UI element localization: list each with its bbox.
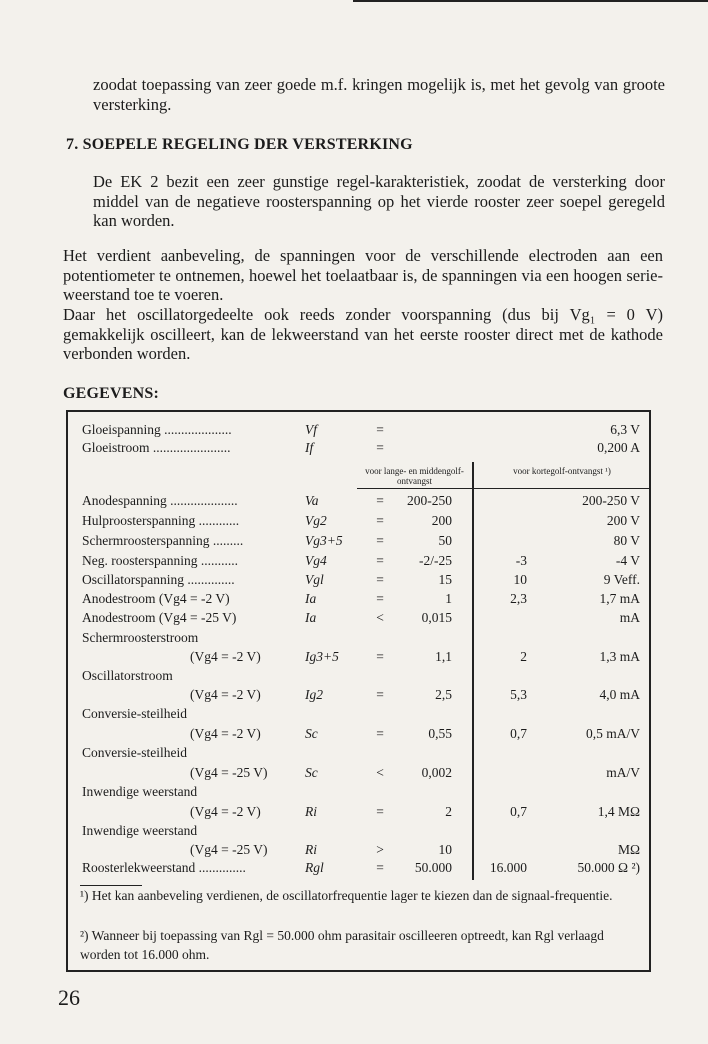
row-value-medium-wave: 50.000: [414, 860, 452, 875]
row-value-short-wave-a: 5,3: [510, 687, 527, 702]
section-paragraph-3: Daar het oscillatorgedeelte ook reeds zonder voorspanning (dus bij Vg₁ = 0 V) gemakkelijk oscilleert, kan de lekweerstand van het eerste rooster direct met de kathode verbonden worden.: [63, 305, 663, 363]
row-label: (Vg4 = -2 V): [190, 649, 261, 664]
row-label: Gloeistroom .......................: [82, 440, 231, 455]
row-value-short-wave-a: 2,3: [510, 591, 527, 606]
row-value-short-wave-a: 0,7: [510, 726, 527, 741]
row-symbol: Ig3+5: [305, 649, 339, 664]
column-header-short-wave: voor kortegolf-ontvangst ¹): [513, 466, 611, 476]
row-value-short-wave: 50.000 Ω ²): [577, 860, 640, 875]
row-label: Roosterlekweerstand ..............: [82, 860, 246, 875]
row-label: Gloeispanning ....................: [82, 422, 232, 437]
row-value-short-wave: 9 Veff.: [603, 572, 640, 587]
row-label: Schermroosterstroom: [82, 630, 199, 645]
row-label: (Vg4 = -2 V): [190, 726, 261, 741]
row-value-short-wave: MΩ: [617, 842, 640, 857]
row-value-short-wave: mA: [619, 610, 640, 625]
row-relation: <: [376, 610, 384, 625]
row-label: Anodestroom (Vg4 = -25 V): [82, 610, 237, 625]
row-symbol: If: [305, 440, 314, 455]
row-label: Hulproosterspanning ............: [82, 513, 240, 528]
row-value-short-wave: 200 V: [606, 513, 640, 528]
row-value-medium-wave: 50: [438, 533, 452, 548]
row-value-medium-wave: 200-250: [407, 493, 452, 508]
row-symbol: Vg3+5: [305, 533, 343, 548]
row-value-short-wave-a: 10: [513, 572, 527, 587]
row-label: Oscillatorspanning ..............: [82, 572, 235, 587]
row-label: Schermroosterspanning .........: [82, 533, 244, 548]
row-relation: =: [376, 804, 384, 819]
row-value-short-wave: 1,7 mA: [599, 591, 640, 606]
section-paragraph-2: Het verdient aanbeveling, de spanningen voor de verschillende electroden aan een potentiometer te ontnemen, hoewel het toelaatbaar is, de spanningen via een hoogen serie-weerstand toe te voeren.: [63, 246, 663, 304]
row-symbol: Ri: [305, 842, 317, 857]
column-header-rule-1: [357, 488, 472, 489]
row-relation: =: [376, 860, 384, 875]
row-symbol: Va: [305, 493, 319, 508]
row-symbol: Rgl: [305, 860, 324, 875]
footnote-1: ¹) Het kan aanbeveling verdienen, de oscillatorfrequentie lager te kiezen dan de signaal-frequentie.: [80, 888, 613, 903]
row-label: (Vg4 = -2 V): [190, 804, 261, 819]
row-value-short-wave: 0,5 mA/V: [586, 726, 640, 741]
row-value-short-wave: -4 V: [615, 553, 640, 568]
row-value-medium-wave: 2: [445, 804, 452, 819]
row-value-short-wave: mA/V: [606, 765, 640, 780]
row-label: Conversie-steilheid: [82, 745, 187, 760]
row-value-short-wave-a: -3: [515, 553, 527, 568]
row-value-short-wave: 1,3 mA: [599, 649, 640, 664]
footnote-2: ²) Wanneer bij toepassing van Rgl = 50.000 ohm parasitair oscilleeren optreedt, kan Rgl verlaagd worden tot 16.000 ohm.: [80, 928, 604, 962]
row-relation: =: [376, 533, 384, 548]
row-value-short-wave-a: 16.000: [489, 860, 527, 875]
row-symbol: Sc: [305, 726, 318, 741]
row-label: Conversie-steilheid: [82, 706, 187, 721]
column-header-medium-wave: voor lange- en middengolf-ontvangst: [365, 466, 464, 486]
row-value-medium-wave: 2,5: [435, 687, 452, 702]
row-value-medium-wave: 1,1: [435, 649, 452, 664]
row-value-short-wave: 6,3 V: [610, 422, 640, 437]
row-label: Neg. roosterspanning ...........: [82, 553, 238, 568]
row-relation: =: [376, 513, 384, 528]
row-label: Anodespanning ....................: [82, 493, 238, 508]
row-value-short-wave: 1,4 MΩ: [597, 804, 640, 819]
row-relation: =: [376, 422, 384, 437]
row-symbol: Vg2: [305, 513, 327, 528]
row-symbol: Ri: [305, 804, 317, 819]
row-relation: =: [376, 591, 384, 606]
row-symbol: Vg4: [305, 553, 327, 568]
page-number: 26: [58, 985, 80, 1010]
row-relation: >: [376, 842, 384, 857]
row-label: Inwendige weerstand: [82, 823, 198, 838]
row-value-medium-wave: 10: [438, 842, 452, 857]
row-relation: =: [376, 493, 384, 508]
row-label: Anodestroom (Vg4 = -2 V): [82, 591, 230, 606]
row-value-short-wave: 80 V: [613, 533, 640, 548]
column-header-rule-2: [474, 488, 650, 489]
row-label: (Vg4 = -25 V): [190, 765, 268, 780]
intro-paragraph: zoodat toepassing van zeer goede m.f. kringen mogelijk is, met het gevolg van groote versterking.: [93, 75, 665, 114]
top-rule: [353, 0, 708, 2]
row-label: (Vg4 = -2 V): [190, 687, 261, 702]
row-value-medium-wave: 0,55: [428, 726, 452, 741]
row-value-medium-wave: 0,002: [421, 765, 452, 780]
row-value-medium-wave: 200: [431, 513, 452, 528]
row-value-short-wave-a: 2: [520, 649, 527, 664]
row-value-medium-wave: 0,015: [421, 610, 452, 625]
row-value-medium-wave: 15: [438, 572, 452, 587]
row-value-short-wave: 0,200 A: [597, 440, 640, 455]
row-value-medium-wave: -2/-25: [419, 553, 452, 568]
section-heading: 7. SOEPELE REGELING DER VERSTERKING: [66, 136, 413, 153]
row-symbol: Ia: [305, 591, 317, 606]
row-relation: =: [376, 553, 384, 568]
row-relation: <: [376, 765, 384, 780]
row-value-short-wave: 200-250 V: [582, 493, 640, 508]
section-paragraph-1: De EK 2 bezit een zeer gunstige regel-karakteristiek, zoodat de versterking door middel van de negatieve roosterspanning op het vierde rooster zeer soepel geregeld kan worden.: [93, 172, 665, 230]
row-label: (Vg4 = -25 V): [190, 842, 268, 857]
row-value-short-wave: 4,0 mA: [599, 687, 640, 702]
row-symbol: Sc: [305, 765, 318, 780]
column-divider: [472, 462, 474, 880]
row-symbol: Vf: [305, 422, 317, 437]
row-value-medium-wave: 1: [445, 591, 452, 606]
row-label: Oscillatorstroom: [82, 668, 173, 683]
row-symbol: Ia: [305, 610, 317, 625]
gegevens-heading: GEGEVENS:: [63, 385, 160, 402]
row-symbol: Vgl: [305, 572, 324, 587]
row-relation: =: [376, 649, 384, 664]
row-relation: =: [376, 572, 384, 587]
row-symbol: Ig2: [305, 687, 323, 702]
row-value-short-wave-a: 0,7: [510, 804, 527, 819]
row-label: Inwendige weerstand: [82, 784, 198, 799]
row-relation: =: [376, 687, 384, 702]
row-relation: =: [376, 726, 384, 741]
row-relation: =: [376, 440, 384, 455]
